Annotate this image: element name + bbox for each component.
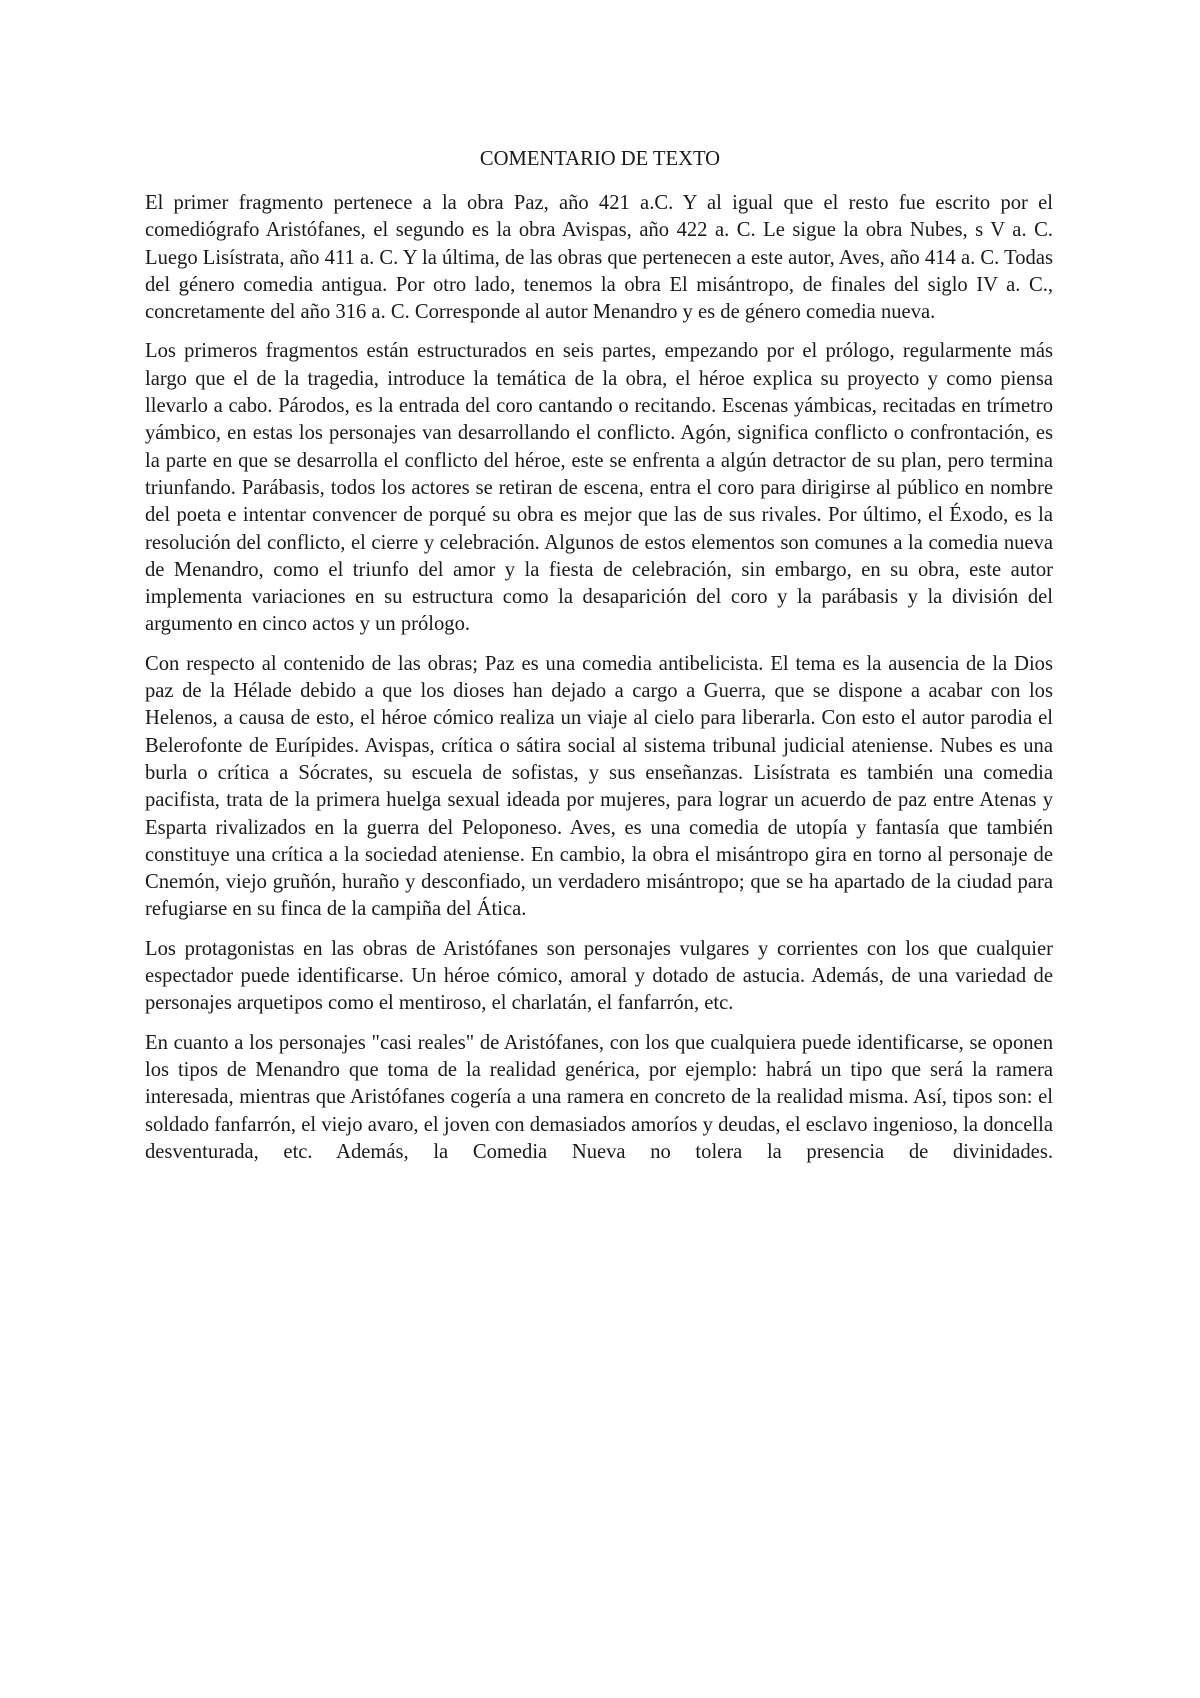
document-body: [145, 190, 1053, 1178]
paragraph-protagonists: Los protagonistas en las obras de Aristófanes son personajes vulgares y corrientes con los que cualquier espectador puede identificarse. Un héroe cómico, amoral y dotado de astucia. Además, de una variedad de personajes arquetipos como el mentiroso, el charlatán, el fanfarrón, etc.: [145, 937, 1053, 1015]
paragraph-structure: Los primeros fragmentos están estructurados en seis partes, empezando por el prólogo, regularmente más largo que el de la tragedia, introduce la temática de la obra, el héroe explica su proyecto y como piensa llevarlo a cabo. Párodos, es la entrada del coro cantando o recitando. Escenas yámbicas, recitadas en trímetro yámbico, en estas los personajes van desarrollando el conflicto. Agón, significa conflicto o confrontación, es la parte en que se desarrolla el conflicto del héroe, este se enfrenta a algún detractor de su plan, pero termina triunfando. Parábasis, todos los actores se retiran de escena, entra el coro para dirigirse al público en nombre del poeta e intentar convencer de porqué su obra es mejor que las de sus rivales. Por último, el Éxodo, es la resolución del conflicto, el cierre y celebración. Algunos de estos elementos son comunes a la comedia nueva de Menandro, como el triunfo del amor y la fiesta de celebración, sin embargo, en su obra, este autor implementa variaciones en su estructura como la desaparición del coro y la parábasis y la división del argumento en cinco actos y un prólogo.: [145, 340, 1053, 636]
paragraph-content: Con respecto al contenido de las obras; Paz es una comedia antibelicista. El tema es la ausencia de la Dios paz de la Hélade debido a que los dioses han dejado a cargo a Guerra, que se dispone a acabar con los Helenos, a causa de esto, el héroe cómico realiza un viaje al cielo para liberarla. Con esto el autor parodia el Belerofonte de Eurípides. Avispas, crítica o sátira social al sistema tribunal judicial ateniense. Nubes es una burla o crítica a Sócrates, su escuela de sofistas, y sus enseñanzas. Lisístrata es también una comedia pacifista, trata de la primera huelga sexual ideada por mujeres, para lograr un acuerdo de paz entre Atenas y Esparta rivalizados en la guerra del Peloponeso. Aves, es una comedia de utopía y fantasía que también constituye una crítica a la sociedad ateniense. En cambio, la obra el misántropo gira en torno al personaje de Cnemón, viejo gruñón, huraño y desconfiado, un verdadero misántropo; que se ha apartado de la ciudad para refugiarse en su finca de la campiña del Ática.: [145, 652, 1053, 921]
document-title: COMENTARIO DE TEXTO: [479, 148, 721, 170]
paragraph-authors-dates: El primer fragmento pertenece a la obra Paz, año 421 a.C. Y al igual que el resto fue escrito por el comediógrafo Aristófanes, el segundo es la obra Avispas, año 422 a. C. Le sigue la obra Nubes, s V a. C. Luego Lisístrata, año 411 a. C. Y la última, de las obras que pertenecen a este autor, Aves, año 414 a. C. Todas del género comedia antigua. Por otro lado, tenemos la obra El misántropo, de finales del siglo IV a. C., concretamente del año 316 a. C. Corresponde al autor Menandro y es de género comedia nueva.: [145, 192, 1053, 324]
paragraph-character-types: En cuanto a los personajes "casi reales" de Aristófanes, con los que cualquiera puede identificarse, se oponen los tipos de Menandro que toma de la realidad genérica, por ejemplo: habrá un tipo que será la ramera interesada, mientras que Aristófanes cogería a una ramera en concreto de la realidad misma. Así, tipos son: el soldado fanfarrón, el viejo avaro, el joven con demasiados amoríos y deudas, el esclavo ingenioso, la doncella desventurada, etc. Además, la Comedia Nueva no tolera la presencia de divinidades.: [145, 1031, 1053, 1163]
